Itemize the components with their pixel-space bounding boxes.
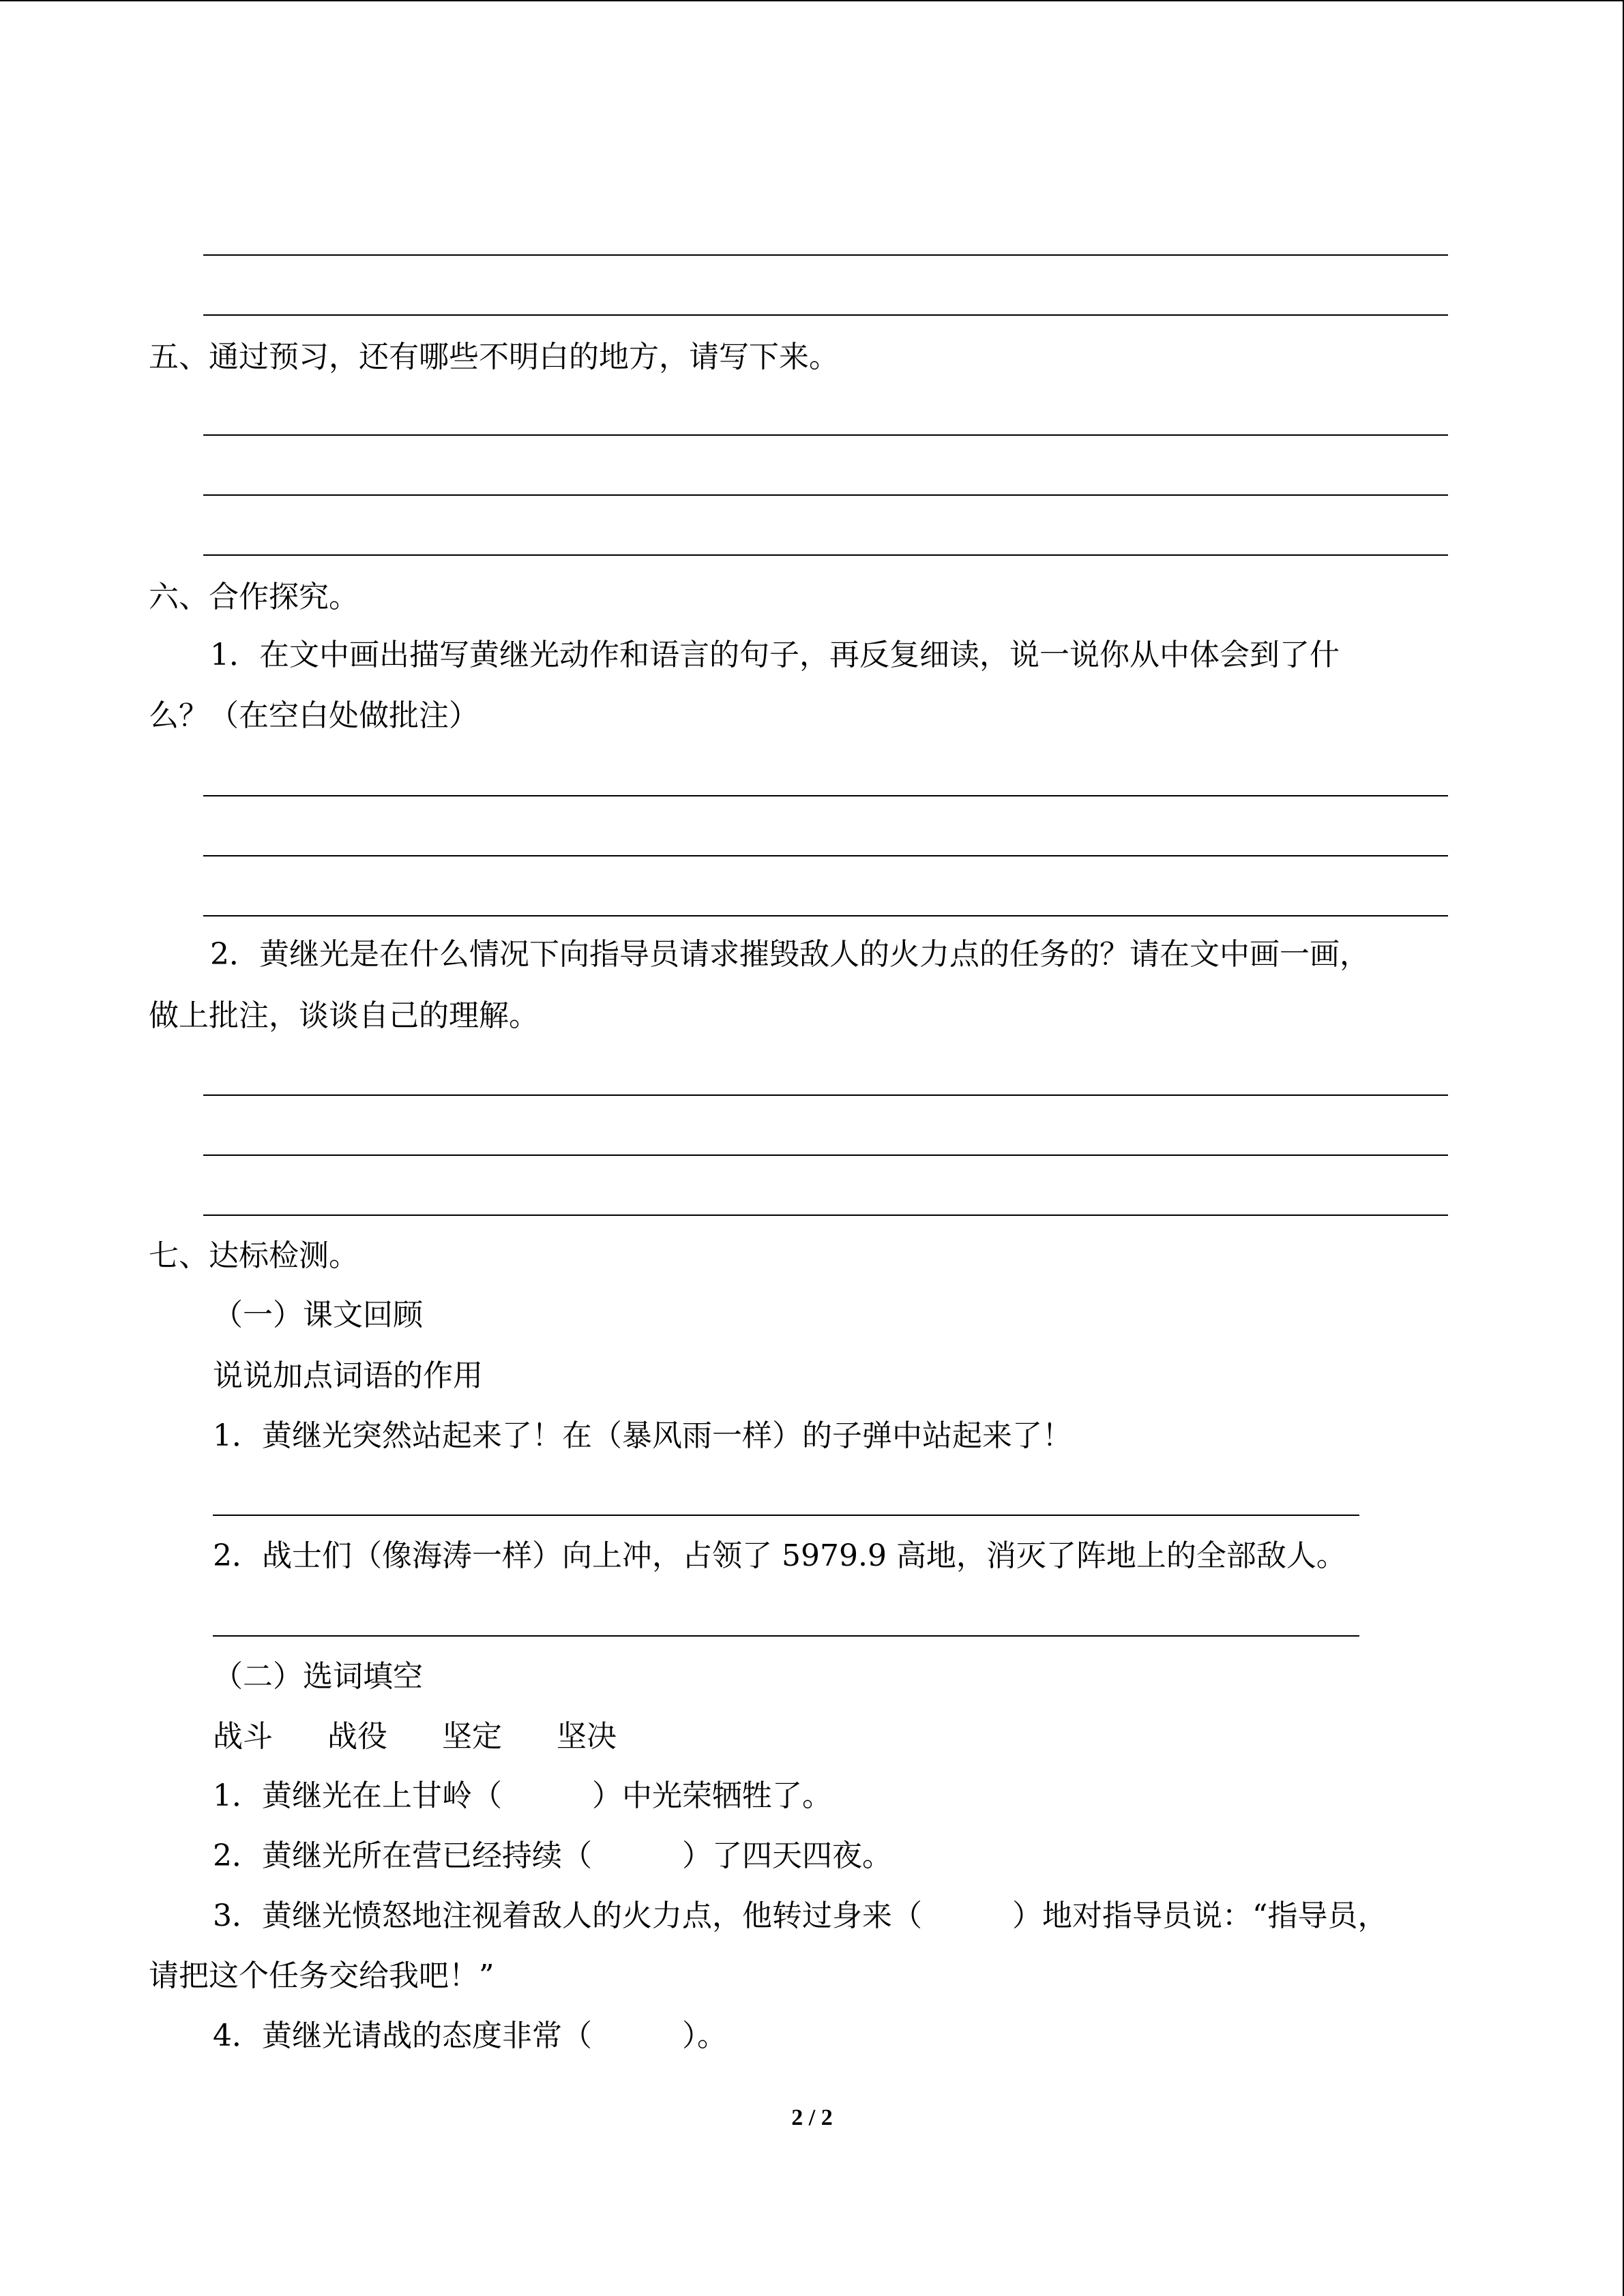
answer-line[interactable] [213, 1635, 1359, 1637]
section7-heading: 七、达标检测。 [149, 1238, 359, 1273]
section6-q2-line2: 做上批注，谈谈自己的理解。 [149, 998, 539, 1033]
answer-line[interactable] [203, 855, 1448, 856]
word-bank-item: 战役 [327, 1719, 387, 1754]
section6-q1-line1: 1．在文中画出描写黄继光动作和语言的句子，再反复细读，说一说你从中体会到了什 [210, 638, 1340, 672]
page-border-top [0, 0, 1624, 1]
section6-heading: 六、合作探究。 [149, 580, 359, 614]
section5-heading: 五、通过预习，还有哪些不明白的地方，请写下来。 [149, 340, 839, 374]
part2-question-4: 4．黄继光请战的态度非常（ ）。 [213, 2018, 727, 2053]
page-number: 2 / 2 [791, 2105, 833, 2130]
answer-line[interactable] [203, 1154, 1448, 1156]
answer-line[interactable] [203, 554, 1448, 556]
answer-line[interactable] [203, 254, 1448, 256]
answer-line[interactable] [203, 434, 1448, 436]
part1-question-1: 1．黄继光突然站起来了！在（暴风雨一样）的子弹中站起来了！ [213, 1418, 1072, 1453]
part2-question-1: 1．黄继光在上甘岭（ ）中光荣牺牲了。 [213, 1778, 832, 1813]
part1-title: （一）课文回顾 [213, 1298, 423, 1332]
word-bank-item: 坚定 [442, 1719, 502, 1754]
section6-q2-line1: 2．黄继光是在什么情况下向指导员请求摧毁敌人的火力点的任务的？请在文中画一画， [210, 937, 1370, 972]
word-bank-item: 坚决 [557, 1719, 617, 1754]
answer-line[interactable] [203, 795, 1448, 796]
answer-line[interactable] [203, 314, 1448, 316]
part2-question-3-line1: 3．黄继光愤怒地注视着敌人的火力点，他转过身来（ ）地对指导员说：“指导员， [213, 1898, 1388, 1933]
word-bank [213, 1716, 617, 1757]
part1-question-2: 2．战士们（像海涛一样）向上冲，占领了 5979.9 高地，消灭了阵地上的全部敌人。 [213, 1538, 1346, 1573]
part1-instruction: 说说加点词语的作用 [213, 1358, 483, 1393]
answer-line[interactable] [203, 1094, 1448, 1096]
answer-line[interactable] [213, 1515, 1359, 1516]
section6-q1-line2: 么？（在空白处做批注） [149, 698, 479, 733]
answer-line[interactable] [203, 1214, 1448, 1216]
word-bank-item: 战斗 [213, 1719, 273, 1754]
part2-question-3-line2: 请把这个任务交给我吧！” [149, 1958, 494, 1993]
part2-question-2: 2．黄继光所在营已经持续（ ）了四天四夜。 [213, 1838, 892, 1873]
part2-title: （二）选词填空 [213, 1659, 423, 1694]
answer-line[interactable] [203, 494, 1448, 496]
answer-line[interactable] [203, 915, 1448, 916]
